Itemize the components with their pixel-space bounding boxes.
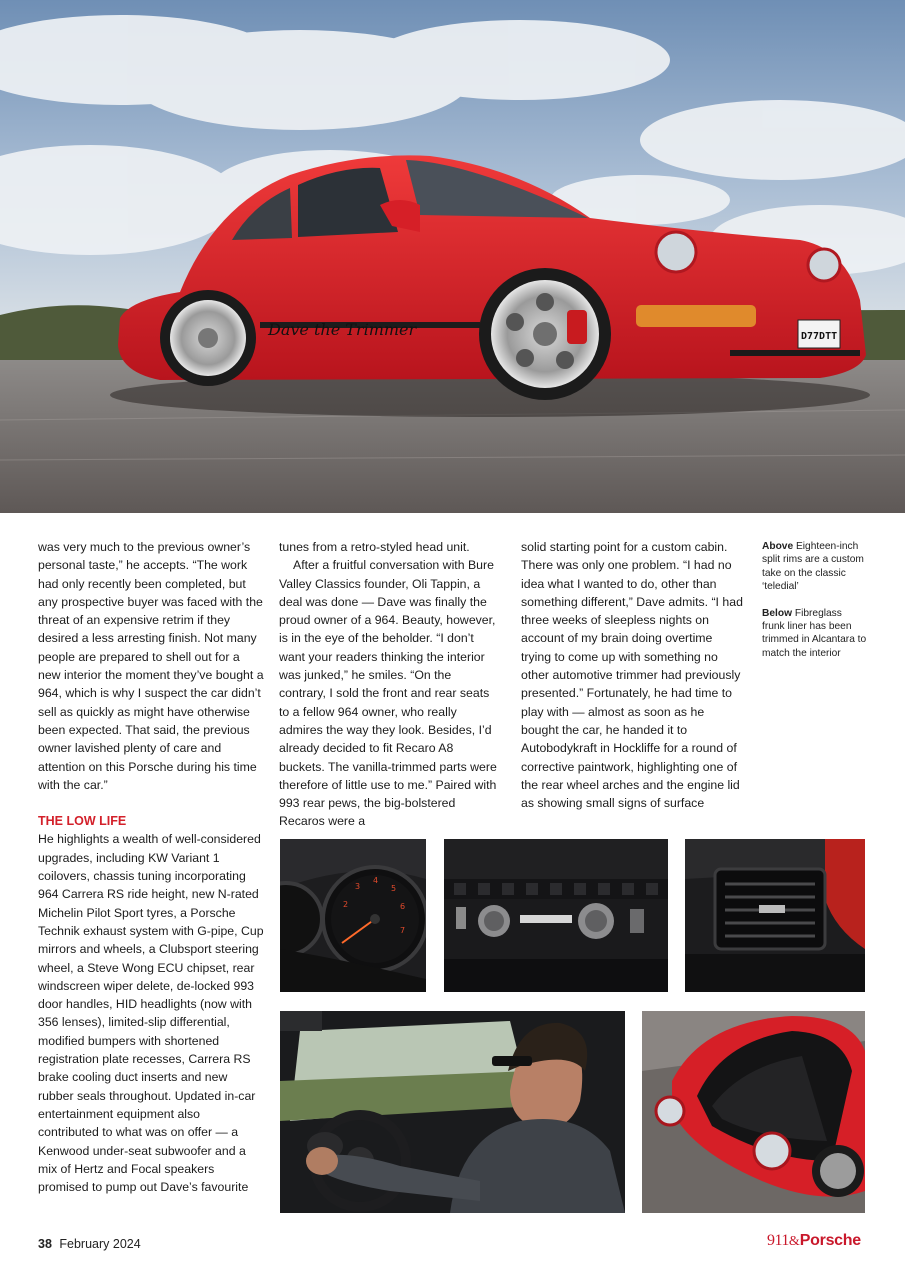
article-column-3 (521, 538, 745, 812)
article-column-1 (38, 538, 264, 1196)
photo-climate-controls (444, 839, 668, 992)
photo-driver (280, 1011, 625, 1213)
svg-text:2: 2 (343, 900, 349, 909)
number-plate: D77DTT (801, 331, 838, 342)
body-paragraph: solid starting point for a custom cabin. There was only one problem. “I had no idea what I wanted to do, other than something different,” Dave admits. “I had three weeks of sleepless nights on account of my brain doing overtime trying to come up with something no other automotive trimmer had previously presented.” Fortunately, he had time to play with — almost as soon as he bought the car, he handed it to Autobodykraft in Hockliffe for a round of corrective paintwork, highlighting one of the rear wheel arches and the engine lid as showing small signs of surface (521, 540, 743, 811)
photo-air-vent (685, 839, 865, 992)
svg-text:7: 7 (400, 926, 406, 935)
svg-text:6: 6 (400, 902, 406, 911)
svg-text:3: 3 (355, 882, 361, 891)
caption-text: Fibreglass frunk liner has been trimmed in Alcantara to match the interior (762, 607, 867, 659)
door-script: Dave the Trimmer (268, 320, 417, 339)
svg-text:5: 5 (391, 884, 397, 893)
article-column-2 (279, 538, 501, 831)
issue-date: February 2024 (59, 1237, 141, 1251)
logo-brand: Porsche (799, 1232, 861, 1249)
caption-label: Above (762, 541, 794, 552)
body-paragraph: After a fruitful conversation with Bure Valley Classics founder, Oli Tappin, a deal was done — Dave was finally the proud owner of a 964. Beauty, however, is in the eye of the beholder. “I don’t want your readers thinking the interior was junked,” he smiles. “On the contrary, I sold the front and rear seats to a fellow 964 owner, who really admires the way they look. Besides, I’d already decided to fit Recaro A8 buckets. The vanilla-trimmed parts were therefore of little use to me.” Paired with 993 rear pews, the big-bolstered Recaros were a (279, 558, 497, 829)
logo-ampersand: & (788, 1234, 800, 1249)
photo-captions (762, 540, 867, 673)
page-number: 38 (38, 1237, 52, 1251)
svg-text:4: 4 (373, 876, 379, 885)
logo-number: 911 (767, 1232, 789, 1249)
page-footer (38, 1237, 141, 1251)
caption-label: Below (762, 607, 793, 619)
body-paragraph: He highlights a wealth of well-considered upgrades, including KW Variant 1 coilovers, chassis tuning incorporating 964 Carrera RS ride height, new N-rated Michelin Pilot Sport tyres, a Porsche Technik exhaust system with G-pipe, Cup mirrors and wheels, a Clubsport steering wheel, a Steve Wong ECU chipset, rear windscreen wiper delete, de-locked 993 door handles, HID headlights (now with 356 lenses), limited-slip differential, modified bumpers with shortened registration plate recesses, Carrera RS brake cooling duct inserts and new rubber seals throughout. Updated in-car entertainment equipment also contributed to what was on offer — a Kenwood under-seat subwoofer and a mix of Hertz and Focal speakers promised to pump out Dave’s favourite (38, 832, 264, 1195)
magazine-logo (767, 1232, 867, 1254)
hero-car-image (0, 0, 905, 513)
section-subheading: THE LOW LIFE (38, 814, 127, 829)
photo-frunk (642, 1011, 865, 1213)
caption-above (762, 540, 867, 594)
body-paragraph: tunes from a retro-styled head unit. (279, 540, 470, 554)
photo-gauge (280, 839, 426, 992)
caption-below (762, 607, 867, 661)
body-paragraph: was very much to the previous owner’s personal taste,” he accepts. “The work had only recently been completed, but any prospective buyer was faced with the threat of an expensive retrim if they desired a less arresting finish. Not many people are prepared to shell out for a new interior the moment they’ve bought a 964, which is why I suspect the car didn’t sell as quickly as might have otherwise been expected. That said, the previous owner lavished plenty of care and attention on this Porsche during his time with the car.” (38, 540, 264, 792)
caption-text: Eighteen-inch split rims are a custom take on the classic ‘teledial’ (762, 541, 864, 593)
hero-photo (0, 0, 905, 513)
